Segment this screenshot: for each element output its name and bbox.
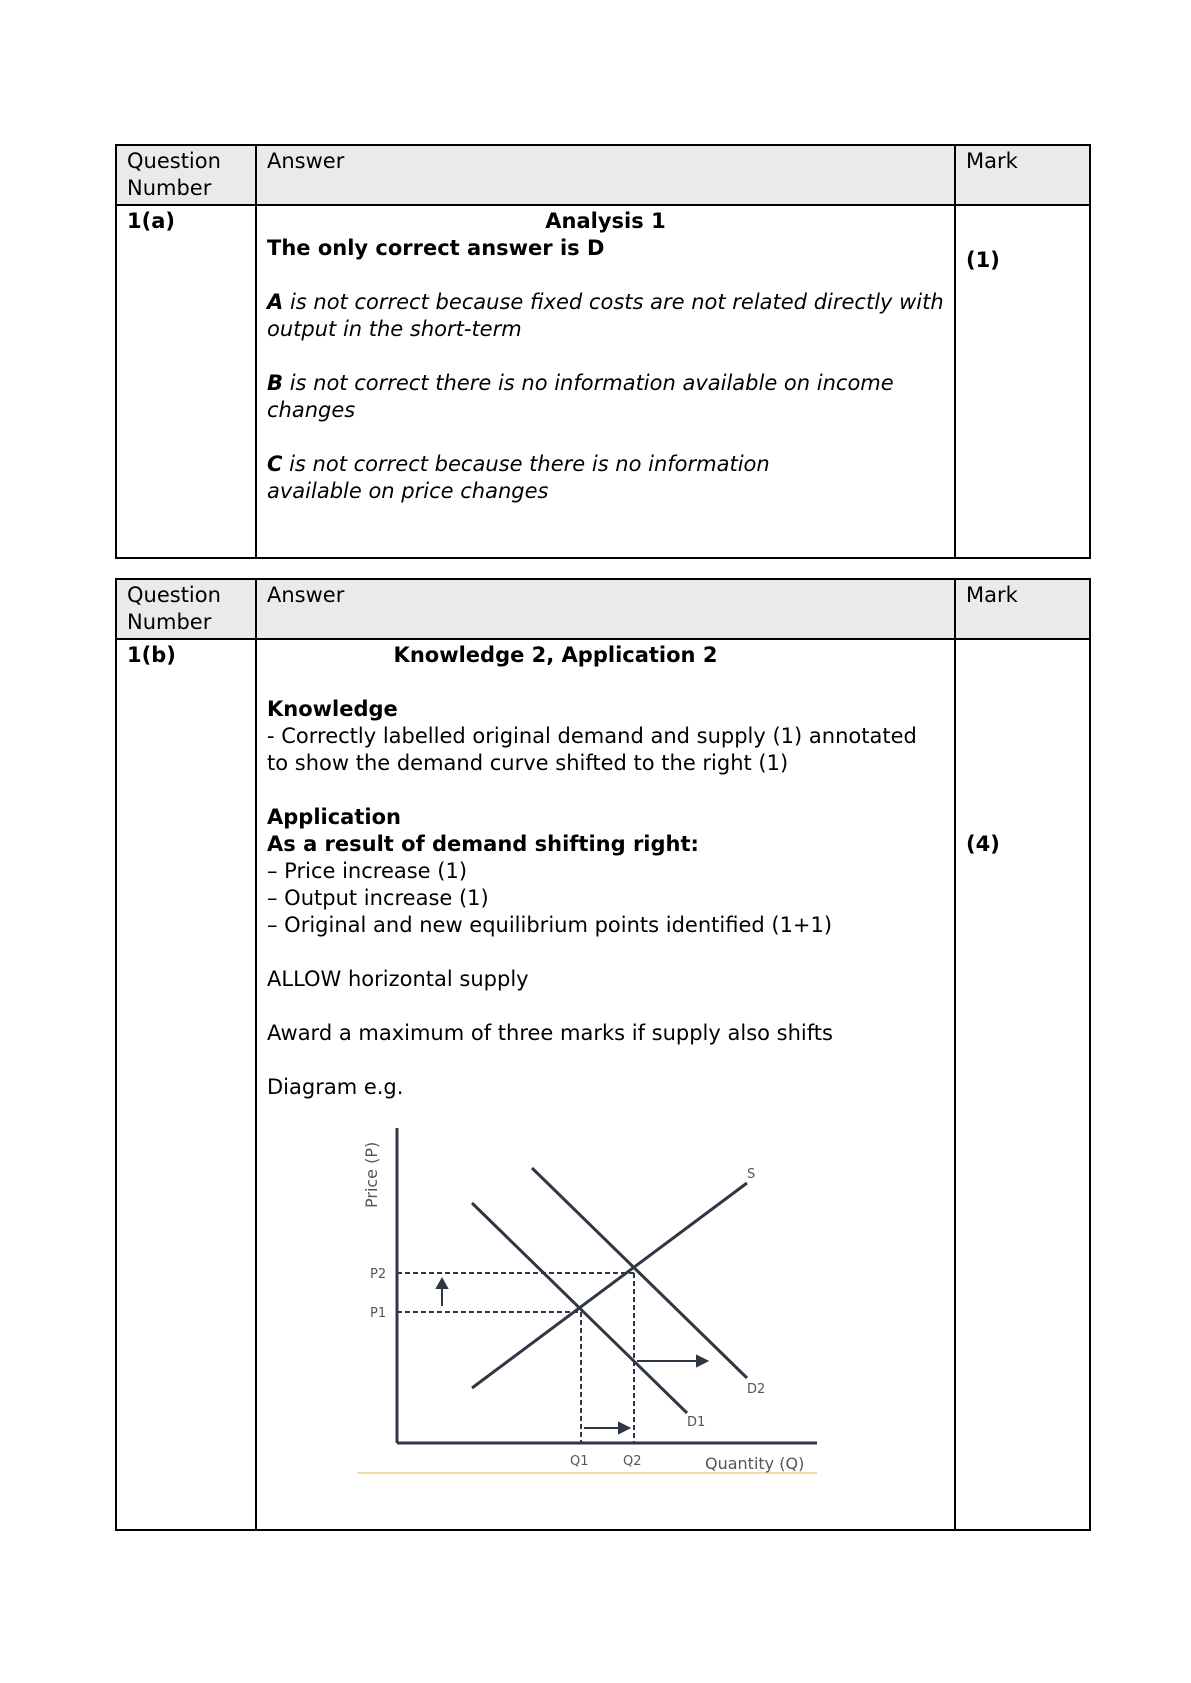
header-row bbox=[116, 145, 1090, 205]
mark-cell bbox=[955, 639, 1090, 1530]
mark-scheme-table-1a bbox=[115, 144, 1091, 559]
knowledge-heading: Knowledge bbox=[267, 697, 398, 721]
answer-cell bbox=[256, 639, 955, 1530]
diagram-svg bbox=[357, 1123, 827, 1493]
q1-label: Q1 bbox=[570, 1454, 589, 1469]
option-a-explanation: A is not correct because fixed costs are not related directly with output in the short-term bbox=[267, 290, 944, 341]
mark-value: (4) bbox=[966, 832, 1000, 856]
application-heading: Application bbox=[267, 805, 401, 829]
application-subheading: As a result of demand shifting right: bbox=[267, 832, 699, 856]
header-row bbox=[116, 579, 1090, 639]
mark-scheme-table-1b bbox=[115, 578, 1091, 1531]
answer-title: Analysis 1 bbox=[545, 209, 666, 233]
diagram-label: Diagram e.g. bbox=[267, 1075, 404, 1099]
question-number-header: Question Number bbox=[116, 579, 256, 639]
award-note: Award a maximum of three marks if supply also shifts bbox=[267, 1021, 833, 1045]
supply-label: S bbox=[747, 1167, 756, 1182]
mark-value: (1) bbox=[966, 248, 1000, 272]
answer-cell bbox=[256, 205, 955, 558]
x-axis-label: Quantity (Q) bbox=[705, 1454, 805, 1473]
mark-cell bbox=[955, 205, 1090, 558]
supply-curve bbox=[472, 1183, 747, 1388]
answer-title: Knowledge 2, Application 2 bbox=[393, 643, 718, 667]
answer-header: Answer bbox=[256, 145, 955, 205]
mark-header: Mark bbox=[955, 579, 1090, 639]
supply-demand-diagram bbox=[357, 1123, 944, 1500]
option-b-explanation: B is not correct there is no information available on income changes bbox=[267, 371, 894, 422]
correct-answer: The only correct answer is D bbox=[267, 236, 605, 260]
answer-row bbox=[116, 639, 1090, 1530]
d1-label: D1 bbox=[687, 1415, 706, 1430]
question-number-header: Question Number bbox=[116, 145, 256, 205]
price-up-arrowhead bbox=[437, 1279, 447, 1288]
p1-label: P1 bbox=[370, 1306, 387, 1321]
option-c-explanation: C is not correct because there is no information available on price changes bbox=[267, 452, 770, 503]
application-item: – Original and new equilibrium points identified (1+1) bbox=[267, 913, 833, 937]
mark-header: Mark bbox=[955, 145, 1090, 205]
application-item: – Output increase (1) bbox=[267, 886, 489, 910]
question-number: 1(a) bbox=[116, 205, 256, 558]
demand-shift-arrowhead bbox=[697, 1356, 707, 1366]
p2-label: P2 bbox=[370, 1267, 387, 1282]
y-axis-label: Price (P) bbox=[362, 1141, 381, 1208]
knowledge-text: - Correctly labelled original demand and supply (1) annotated to show the demand curve shifted to the right (1) bbox=[267, 724, 917, 775]
q2-label: Q2 bbox=[623, 1454, 642, 1469]
question-number: 1(b) bbox=[116, 639, 256, 1530]
application-item: – Price increase (1) bbox=[267, 859, 468, 883]
d2-label: D2 bbox=[747, 1382, 766, 1397]
quantity-arrowhead bbox=[619, 1423, 629, 1433]
answer-header: Answer bbox=[256, 579, 955, 639]
answer-row bbox=[116, 205, 1090, 558]
demand-curve-d2 bbox=[532, 1168, 747, 1378]
allow-note: ALLOW horizontal supply bbox=[267, 967, 529, 991]
